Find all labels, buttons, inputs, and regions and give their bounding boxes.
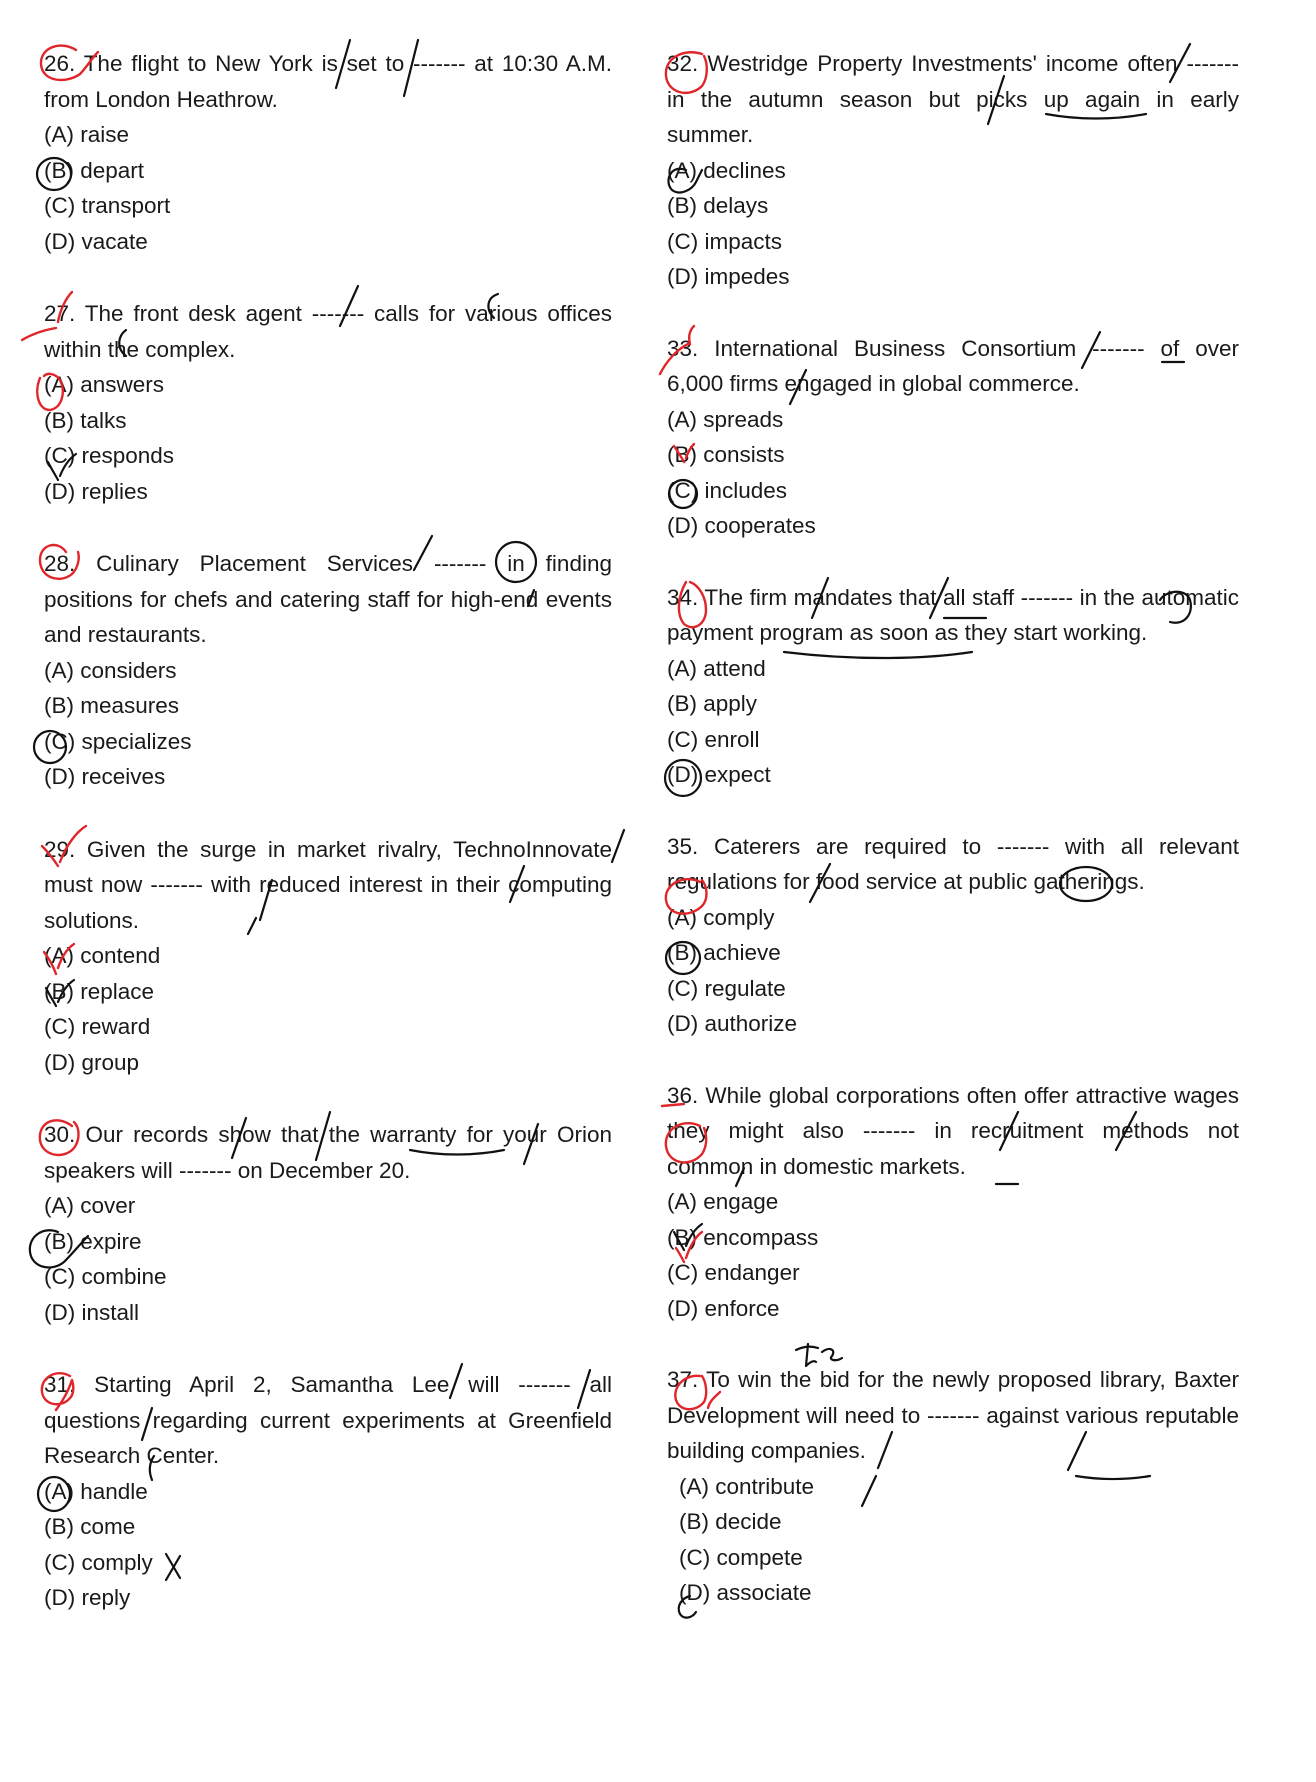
question-text: International Business Consortium ------- of over 6,000 firms engaged in global commerce.	[667, 335, 1239, 396]
question-32	[667, 46, 1239, 295]
option-d[interactable]: (D) reply	[44, 1585, 131, 1610]
option-b[interactable]: (B) replace	[44, 978, 155, 1004]
question-number: 30.	[44, 1122, 76, 1147]
option-b[interactable]: (B) come	[44, 1514, 136, 1539]
question-29	[44, 832, 612, 1081]
question-37	[667, 1362, 1239, 1611]
option-b[interactable]: (B) apply	[667, 691, 758, 716]
option-c[interactable]: (C) includes	[667, 477, 788, 503]
question-36	[667, 1078, 1239, 1327]
question-stem	[44, 46, 612, 117]
option-b[interactable]: (B) talks	[44, 407, 127, 433]
question-number: 35.	[667, 833, 699, 859]
option-d[interactable]: (D) group	[44, 1049, 140, 1075]
question-text: The flight to New York is set to ------- at 10:30 A.M. from London Heathrow.	[44, 51, 612, 112]
option-b[interactable]: (B) decide	[679, 1509, 782, 1534]
question-number: 28.	[44, 551, 76, 576]
question-number: 37.	[667, 1367, 699, 1392]
option-a[interactable]: (A) contend	[44, 943, 161, 968]
option-b[interactable]: (B) encompass	[667, 1224, 819, 1250]
question-stem	[44, 546, 612, 653]
question-stem	[44, 832, 612, 939]
option-a[interactable]: (A) declines	[667, 157, 786, 183]
question-text: Starting April 2, Samantha Lee will ------- all questions regarding current experiments at Greenfield Research Center.	[44, 1372, 612, 1468]
option-d[interactable]: (D) receives	[44, 764, 166, 789]
option-a[interactable]: (A) spreads	[667, 406, 784, 432]
option-a[interactable]: (A) contribute	[679, 1473, 815, 1499]
question-stem	[667, 46, 1239, 153]
question-stem	[667, 580, 1239, 651]
option-a[interactable]: (A) raise	[44, 122, 130, 147]
option-d[interactable]: (D) vacate	[44, 228, 148, 254]
option-a[interactable]: (A) attend	[667, 655, 766, 681]
question-number: 34.	[667, 584, 699, 610]
option-c[interactable]: (C) regulate	[667, 975, 786, 1001]
option-d[interactable]: (D) associate	[679, 1580, 812, 1605]
option-c[interactable]: (C) specializes	[44, 728, 192, 754]
question-number: 33.	[667, 335, 699, 361]
option-b[interactable]: (B) consists	[667, 442, 785, 467]
question-text: Given the surge in market rivalry, TechnoInnovate must now ------- with reduced interest in their computing solutions.	[44, 836, 612, 933]
question-text: Westridge Property Investments' income often ------- in the autumn season but picks up again in early summer.	[667, 51, 1239, 147]
question-text: The front desk agent ------- calls for various offices within the complex.	[44, 301, 612, 362]
question-number: 26.	[44, 51, 76, 76]
option-d[interactable]: (D) expect	[667, 762, 771, 787]
option-a[interactable]: (A) engage	[667, 1189, 779, 1214]
question-30	[44, 1117, 612, 1330]
question-stem	[667, 1078, 1239, 1185]
question-26	[44, 46, 612, 259]
option-a[interactable]: (A) considers	[44, 657, 177, 683]
question-text: To win the bid for the newly proposed library, Baxter Development will need to ------- against various reputable building companies.	[667, 1367, 1239, 1463]
question-27	[44, 296, 612, 509]
question-text: While global corporations often offer attractive wages they might also ------- in recruitment methods not common in domestic markets.	[667, 1082, 1239, 1179]
option-a[interactable]: (A) comply	[667, 904, 775, 930]
question-number: 31.	[44, 1372, 76, 1397]
question-stem	[44, 1117, 612, 1188]
option-c[interactable]: (C) transport	[44, 193, 171, 218]
question-31	[44, 1367, 612, 1616]
question-number: 36.	[667, 1082, 699, 1108]
left-column	[44, 46, 612, 1616]
question-34	[667, 580, 1239, 793]
option-b[interactable]: (B) depart	[44, 157, 145, 183]
question-number: 29.	[44, 836, 76, 862]
option-a[interactable]: (A) cover	[44, 1193, 136, 1218]
question-33	[667, 331, 1239, 544]
option-c[interactable]: (C) responds	[44, 443, 175, 468]
question-stem	[44, 1367, 612, 1474]
question-number: 27.	[44, 301, 76, 326]
question-stem	[44, 296, 612, 367]
option-d[interactable]: (D) enforce	[667, 1295, 780, 1321]
question-stem	[667, 829, 1239, 900]
question-text: Culinary Placement Services ------- in finding positions for chefs and catering staff for high-end events and restaurants.	[44, 551, 612, 647]
option-d[interactable]: (D) authorize	[667, 1011, 798, 1036]
question-35	[667, 829, 1239, 1042]
option-b[interactable]: (B) delays	[667, 193, 769, 218]
option-c[interactable]: (C) impacts	[667, 228, 783, 254]
option-c[interactable]: (C) enroll	[667, 726, 760, 752]
slash-mark	[612, 830, 624, 862]
option-c[interactable]: (C) compete	[679, 1544, 803, 1570]
option-c[interactable]: (C) comply	[44, 1549, 153, 1575]
question-28	[44, 546, 612, 795]
option-a[interactable]: (A) handle	[44, 1478, 148, 1504]
option-d[interactable]: (D) impedes	[667, 264, 790, 289]
option-c[interactable]: (C) endanger	[667, 1260, 800, 1285]
question-stem	[667, 1362, 1239, 1469]
question-text: Our records show that the warranty for your Orion speakers will ------- on December 20.	[44, 1122, 612, 1183]
question-number: 32.	[667, 51, 699, 76]
option-c[interactable]: (C) combine	[44, 1264, 167, 1289]
option-d[interactable]: (D) cooperates	[667, 513, 816, 538]
right-column	[667, 46, 1239, 1611]
option-b[interactable]: (B) measures	[44, 693, 180, 718]
question-text: The firm mandates that all staff ------- in the automatic payment program as soon as they start working.	[667, 584, 1239, 645]
option-b[interactable]: (B) expire	[44, 1228, 142, 1254]
question-text: Caterers are required to ------- with all relevant regulations for food service at public gatherings.	[667, 833, 1239, 894]
option-d[interactable]: (D) install	[44, 1299, 140, 1325]
option-a[interactable]: (A) answers	[44, 372, 165, 397]
option-d[interactable]: (D) replies	[44, 478, 148, 504]
option-c[interactable]: (C) reward	[44, 1014, 151, 1039]
question-stem	[667, 331, 1239, 402]
option-b[interactable]: (B) achieve	[667, 940, 781, 965]
